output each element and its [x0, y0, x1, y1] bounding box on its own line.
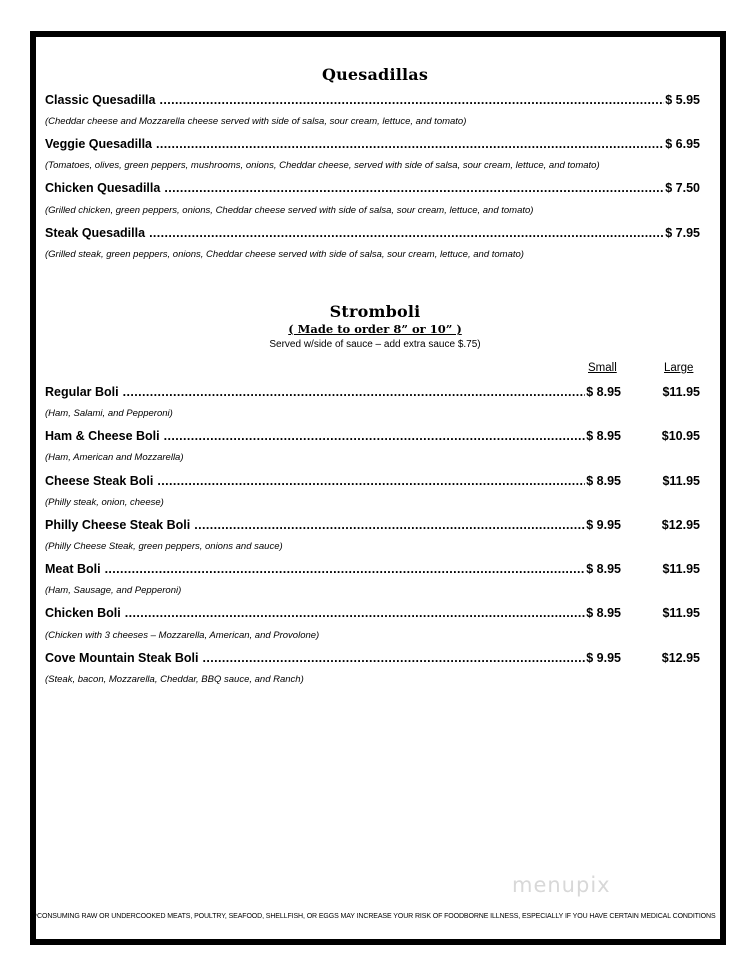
item-price: $ 5.95: [665, 93, 700, 107]
item-description: (Ham, Salami, and Pepperoni): [45, 408, 173, 419]
stromboli-subtitle: ( Made to order 8” or 10” ): [288, 322, 462, 336]
dot-leader: [203, 651, 586, 665]
item-price-large: $11.95: [662, 606, 700, 620]
dot-leader: [194, 518, 585, 532]
item-description: (Philly Cheese Steak, green peppers, onions and sauce): [45, 541, 283, 552]
item-name: Cove Mountain Steak Boli: [45, 651, 199, 665]
dot-leader: [149, 226, 664, 240]
column-header-small: Small: [588, 362, 617, 374]
menu-item-chicken-quesadilla: [45, 181, 700, 195]
menu-item-classic-quesadilla: [45, 93, 700, 107]
item-name: Chicken Boli: [45, 606, 121, 620]
item-price-small: $ 8.95: [586, 562, 621, 576]
item-description: (Cheddar cheese and Mozzarella cheese served with side of salsa, sour cream, lettuce, and tomato): [45, 116, 467, 127]
item-price-large: $11.95: [662, 474, 700, 488]
menu-item-veggie-quesadilla: [45, 137, 700, 151]
menupix-watermark: menupix: [512, 873, 611, 897]
menu-item-philly-cheese-steak-boli: [45, 518, 621, 532]
item-description: (Chicken with 3 cheeses – Mozzarella, American, and Provolone): [45, 630, 320, 641]
dot-leader: [123, 385, 586, 399]
dot-leader: [164, 429, 586, 443]
item-description: (Grilled chicken, green peppers, onions, Cheddar cheese served with side of salsa, sour cream, lettuce, and tomato): [45, 205, 534, 216]
item-price-small: $ 9.95: [586, 518, 621, 532]
menu-item-cove-mountain-steak-boli: [45, 651, 621, 665]
dot-leader: [156, 137, 664, 151]
item-price: $ 6.95: [665, 137, 700, 151]
menu-item-meat-boli: [45, 562, 621, 576]
item-price-small: $ 8.95: [586, 474, 621, 488]
item-price: $ 7.50: [665, 181, 700, 195]
dot-leader: [105, 562, 586, 576]
item-price-small: $ 9.95: [586, 651, 621, 665]
item-description: (Grilled steak, green peppers, onions, Cheddar cheese served with side of salsa, sour cream, lettuce, and tomato): [45, 249, 524, 260]
item-description: (Ham, Sausage, and Pepperoni): [45, 585, 182, 596]
item-price-large: $12.95: [661, 518, 700, 532]
item-price: $ 7.95: [665, 226, 700, 240]
item-name: Chicken Quesadilla: [45, 181, 161, 195]
item-price-large: $11.95: [662, 385, 700, 399]
item-price-small: $ 8.95: [586, 385, 621, 399]
item-name: Cheese Steak Boli: [45, 474, 154, 488]
menu-item-cheese-steak-boli: [45, 474, 621, 488]
dot-leader: [125, 606, 586, 620]
item-name: Classic Quesadilla: [45, 93, 156, 107]
item-description: (Tomatoes, olives, green peppers, mushrooms, onions, Cheddar cheese, served with side of salsa, sour cream, lettuce, and tomato): [45, 160, 600, 171]
dot-leader: [164, 181, 664, 195]
item-description: (Steak, bacon, Mozzarella, Cheddar, BBQ sauce, and Ranch): [45, 674, 304, 685]
menu-item-ham-cheese-boli: [45, 429, 621, 443]
item-description: (Philly steak, onion, cheese): [45, 497, 164, 508]
menu-item-chicken-boli: [45, 606, 621, 620]
item-name: Meat Boli: [45, 562, 101, 576]
item-description: (Ham, American and Mozzarella): [45, 452, 184, 463]
item-price-small: $ 8.95: [586, 606, 621, 620]
dot-leader: [157, 474, 585, 488]
menu-item-regular-boli: [45, 385, 621, 399]
stromboli-sauce-note: Served w/side of sauce – add extra sauce $.75): [269, 339, 481, 350]
item-price-large: $11.95: [662, 562, 700, 576]
item-name: Philly Cheese Steak Boli: [45, 518, 191, 532]
column-header-large: Large: [664, 362, 694, 374]
item-name: Regular Boli: [45, 385, 119, 399]
menu-item-steak-quesadilla: [45, 226, 700, 240]
item-price-large: $12.95: [661, 651, 700, 665]
item-price-small: $ 8.95: [586, 429, 621, 443]
stromboli-heading: Stromboli: [329, 302, 421, 321]
dot-leader: [159, 93, 664, 107]
food-safety-disclaimer: *CONSUMING RAW OR UNDERCOOKED MEATS, POULTRY, SEAFOOD, SHELLFISH, OR EGGS MAY INCREASE YOUR RISK OF FOODBORNE ILLNESS, ESPECIALLY IF YOU HAVE CERTAIN MEDICAL CONDITIONS: [34, 913, 716, 920]
item-price-large: $10.95: [661, 429, 700, 443]
quesadillas-heading: Quesadillas: [321, 65, 429, 84]
item-name: Steak Quesadilla: [45, 226, 146, 240]
item-name: Ham & Cheese Boli: [45, 429, 160, 443]
item-name: Veggie Quesadilla: [45, 137, 152, 151]
